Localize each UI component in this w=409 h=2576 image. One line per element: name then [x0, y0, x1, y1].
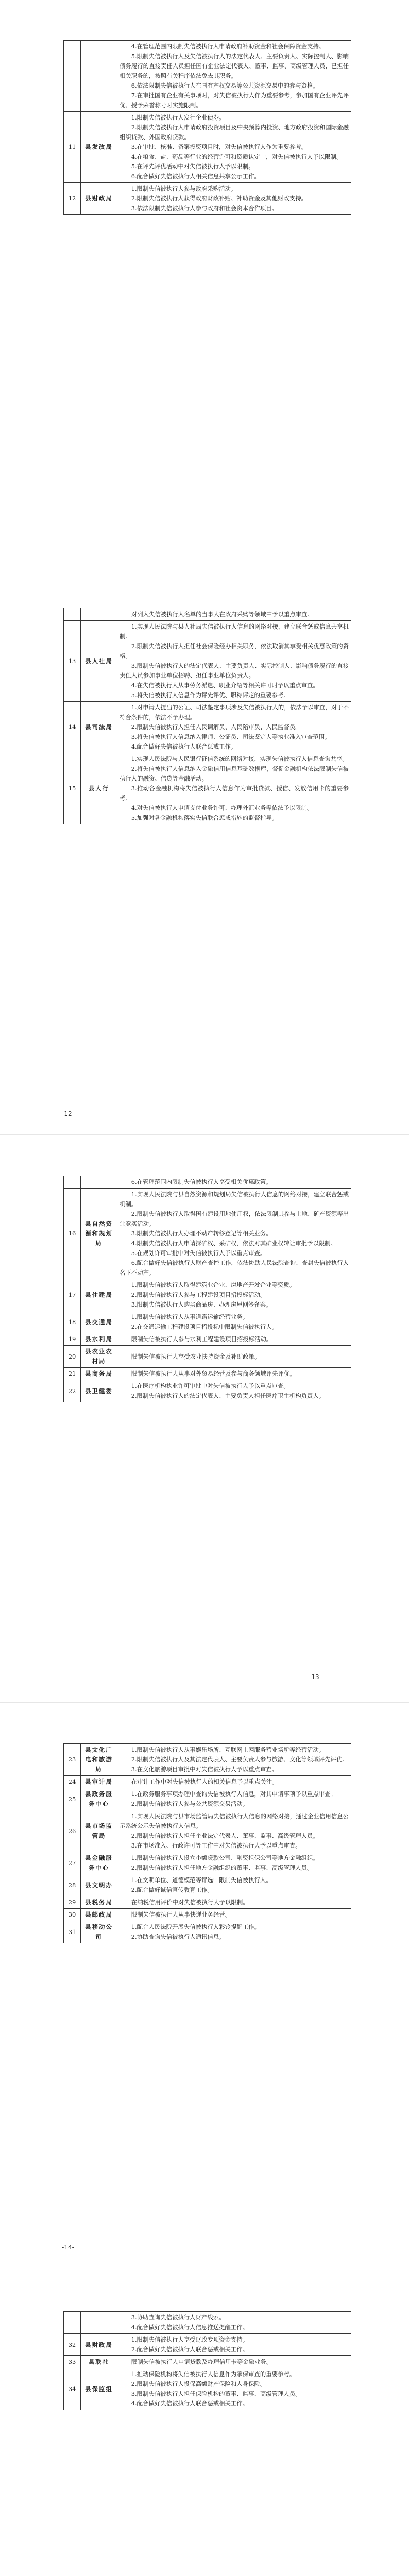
table-row	[64, 1852, 351, 1874]
responsibility-cell	[117, 1189, 351, 1279]
department-name: 县司法局	[81, 702, 117, 753]
responsibility-item: 5.在评先评优活动中对失信被执行人予以限制。	[131, 163, 254, 170]
table-row	[64, 1810, 351, 1852]
page-separator	[0, 1702, 409, 1703]
department-name: 县市场监管局	[81, 1810, 117, 1852]
department-name: 县财政局	[81, 2334, 117, 2356]
responsibility-item: 3.在市场准入、行政许可等工作中对失信被执行人予以重点审查。	[131, 1842, 301, 1849]
department-name: 县人行	[81, 753, 117, 824]
page-separator	[0, 1134, 409, 1135]
department-name	[81, 1176, 117, 1189]
responsibility-item: 4.配合做好失信被执行人信息推送提醒工作。	[131, 2324, 249, 2331]
responsibility-cell	[117, 1333, 351, 1346]
row-number: 13	[64, 621, 81, 702]
responsibility-item: 5.加强对各金融机构落实失信联合惩戒措施的监督指导。	[131, 814, 278, 821]
responsibility-cell	[117, 621, 351, 702]
department-name: 县农业农村局	[81, 1346, 117, 1368]
responsibility-item: 3.限制失信被执行人购买商品房、办理房屋网签备案。	[131, 1301, 272, 1308]
table-row	[64, 2334, 351, 2356]
responsibility-cell	[117, 1279, 351, 1311]
table-row	[64, 1896, 351, 1909]
responsibility-item: 1.限制失信被执行人从事道路运输经营业务。	[131, 1313, 249, 1320]
department-name	[81, 2312, 117, 2334]
responsibility-item: 1.限制失信被执行人发行企业债券。	[131, 114, 225, 121]
responsibility-cell	[117, 1896, 351, 1909]
responsibility-cell	[117, 183, 351, 215]
responsibility-table	[63, 608, 351, 824]
row-number: 26	[64, 1810, 81, 1852]
row-number: 25	[64, 1788, 81, 1810]
responsibility-cell	[117, 2312, 351, 2334]
responsibility-table	[63, 40, 351, 215]
row-number: 28	[64, 1874, 81, 1896]
responsibility-cell	[117, 1380, 351, 1402]
responsibility-item: 6.配合做好失信被执行人相关信息共享公示工作。	[131, 173, 260, 180]
row-number	[64, 2312, 81, 2334]
department-name	[81, 41, 117, 112]
responsibility-item: 3.在审批、核准、备案投资项目时，对失信被执行人作为重要参考。	[131, 143, 307, 150]
row-number: 24	[64, 1776, 81, 1788]
responsibility-item: 1.配合人民法院开展失信被执行人彩铃提醒工作。	[131, 1923, 260, 1930]
department-name: 县移动公司	[81, 1921, 117, 1943]
responsibility-item: 1.限制失信被执行人享受财政专项资金支持。	[131, 2336, 249, 2343]
row-number: 21	[64, 1368, 81, 1380]
department-name: 县人社局	[81, 621, 117, 702]
responsibility-item: 2.限制失信被执行人担任社会保险经办相关职务，依法取消其享受相关优惠政策的资格。	[120, 642, 349, 659]
row-number: 11	[64, 112, 81, 183]
responsibility-item: 2.配合做好诚信宣传教育工作。	[131, 1886, 213, 1893]
responsibility-item: 2.限制失信被执行人投保高额财产保险和人身保险。	[131, 2380, 266, 2387]
row-number	[64, 1176, 81, 1189]
responsibility-item: 在纳税信用评价中对失信被执行人予以限制。	[131, 1899, 249, 1906]
responsibility-item: 5.将失信被执行人信息作为评先评优、职称评定的重要参考。	[131, 691, 289, 699]
responsibility-item: 4.配合做好失信被执行人联合惩戒相关工作。	[131, 2400, 249, 2407]
responsibility-item: 3.限制失信被执行人担任保险机构的董事、监事、高级管理人员。	[131, 2390, 301, 2397]
responsibility-item: 4.在管理范围内限制失信被执行人申请政府补助资金和社会保障资金支持。	[131, 43, 325, 50]
responsibility-cell	[117, 41, 351, 112]
department-name: 县金融服务中心	[81, 1852, 117, 1874]
responsibility-item: 6.配合做好失信被执行人财产查控工作，依法协助人民法院查询、查封失信被执行人名下不动产。	[120, 1259, 349, 1276]
responsibility-item: 3.推动各金融机构将失信被执行人信息作为审批贷款、授信、发放信用卡的重要参考。	[120, 785, 349, 802]
responsibility-item: 2.限制失信被执行人担任地方金融组织的董事、监事、高级管理人员。	[131, 1864, 313, 1871]
row-number: 33	[64, 2356, 81, 2368]
responsibility-item: 3.限制失信被执行人办理不动产转移登记等相关业务。	[131, 1230, 272, 1237]
responsibility-item: 1.实现人民法院与县人社局失信被执行人信息的网络对接，建立联合惩戒信息共享机制。	[120, 623, 349, 640]
row-number: 30	[64, 1909, 81, 1921]
responsibility-item: 1.实现人民法院与人民银行征信系统的网络对接，实现失信被执行人信息查询共享。	[131, 755, 348, 762]
table-row	[64, 41, 351, 112]
table-row	[64, 1744, 351, 1776]
responsibility-cell	[117, 1176, 351, 1189]
table-row	[64, 1776, 351, 1788]
responsibility-item: 4.在失信被执行人从事劳务派遣、职业介绍等相关许可时予以重点审查。	[131, 682, 319, 689]
table-row	[64, 1189, 351, 1279]
page-number: -12-	[62, 1110, 74, 1117]
table-row	[64, 1333, 351, 1346]
responsibility-item: 2.限制失信被执行人参与工程建设项目招投标活动。	[131, 1291, 266, 1298]
row-number: 23	[64, 1744, 81, 1776]
responsibility-item: 1.实现人民法院与县市场监管局失信被执行人信息的网络对接，通过企业信用信息公示系统公示失信被执行人信息。	[120, 1812, 349, 1829]
responsibility-cell	[117, 702, 351, 753]
row-number: 18	[64, 1311, 81, 1333]
responsibility-cell	[117, 1852, 351, 1874]
responsibility-item: 1.对申请人提出的公证、司法鉴定事项涉及失信被执行人的，依法予以审查，对于不符合条件的，依法不予办理。	[120, 704, 349, 721]
department-name: 县财政局	[81, 183, 117, 215]
responsibility-item: 3.协助查询失信被执行人财产线索。	[131, 2314, 225, 2321]
table-row	[64, 702, 351, 753]
responsibility-item: 2.限制失信被执行人取得国有建设用地使用权，依法限制其参与土地、矿产资源等出让竞买活动。	[120, 1210, 349, 1227]
department-name: 县水利局	[81, 1333, 117, 1346]
row-number: 29	[64, 1896, 81, 1909]
table-row	[64, 2312, 351, 2334]
responsibility-item: 4.在粮食、盐、药品等行业的经营许可和资质认定中，对失信被执行人予以限制。	[131, 153, 343, 160]
responsibility-item: 3.依法限制失信被执行人参与政府和社会资本合作项目。	[131, 205, 278, 212]
responsibility-cell	[117, 1346, 351, 1368]
responsibility-cell	[117, 2356, 351, 2368]
row-number: 27	[64, 1852, 81, 1874]
responsibility-cell	[117, 1368, 351, 1380]
department-name: 县邮政局	[81, 1909, 117, 1921]
responsibility-item: 2.限制失信被执行人参与公共资源交易活动。	[131, 1800, 249, 1807]
department-name: 县审计局	[81, 1776, 117, 1788]
responsibility-table	[63, 1743, 351, 1943]
responsibility-item: 1.限制失信被执行人设立小额贷款公司、融资担保公司等地方金融组织。	[131, 1854, 319, 1861]
department-name	[81, 608, 117, 621]
responsibility-cell	[117, 1311, 351, 1333]
table-row	[64, 1788, 351, 1810]
responsibility-item: 2.协助查询失信被执行人通讯信息。	[131, 1933, 225, 1940]
row-number: 14	[64, 702, 81, 753]
responsibility-cell	[117, 1776, 351, 1788]
responsibility-item: 2.限制失信被执行人担任人民调解员、人民陪审员、人民监督员。	[131, 723, 301, 731]
page-number: -13-	[309, 1673, 321, 1681]
responsibility-item: 3.将失信被执行人信息纳入律师、公证员、司法鉴定人等执业准入审查范围。	[131, 733, 331, 740]
row-number	[64, 41, 81, 112]
responsibility-item: 1.在文明单位、道德模范等评选中限制失信被执行人。	[131, 1876, 272, 1884]
responsibility-item: 限制失信被执行人从事对外贸易经营及参与商务领域评先评优。	[131, 1370, 296, 1377]
responsibility-cell	[117, 1909, 351, 1921]
row-number: 12	[64, 183, 81, 215]
responsibility-item: 3.在文化旅游项目审批中对失信被执行人予以重点审查。	[131, 1766, 278, 1773]
responsibility-item: 2.限制失信被执行人的法定代表人、主要负责人担任医疗卫生机构负责人。	[131, 1392, 325, 1399]
table-row	[64, 1380, 351, 1402]
row-number: 16	[64, 1189, 81, 1279]
responsibility-cell	[117, 753, 351, 824]
row-number: 19	[64, 1333, 81, 1346]
row-number: 31	[64, 1921, 81, 1943]
responsibility-item: 2.配合做好失信被执行人联合惩戒相关工作。	[131, 2346, 249, 2353]
responsibility-cell	[117, 1874, 351, 1896]
responsibility-item: 2.在交通运输工程建设项目招投标中限制失信被执行人。	[131, 1323, 278, 1330]
department-name: 县商务局	[81, 1368, 117, 1380]
department-name: 县联社	[81, 2356, 117, 2368]
table-row	[64, 1874, 351, 1896]
department-name: 县卫健委	[81, 1380, 117, 1402]
row-number: 32	[64, 2334, 81, 2356]
responsibility-item: 4.对失信被执行人申请支付业务许可、办理外汇业务等依法予以限制。	[131, 804, 313, 811]
table-row	[64, 2356, 351, 2368]
responsibility-cell	[117, 1810, 351, 1852]
responsibility-cell	[117, 2368, 351, 2410]
row-number: 22	[64, 1380, 81, 1402]
responsibility-item: 限制失信被执行人参与水利工程建设项目招投标活动。	[131, 1335, 272, 1343]
responsibility-item: 4.限制失信被执行人申请探矿权、采矿权，依法对其矿业权转让审批予以限制。	[131, 1240, 336, 1247]
department-name: 县交通局	[81, 1311, 117, 1333]
department-name: 县税务局	[81, 1896, 117, 1909]
row-number: 34	[64, 2368, 81, 2410]
table-row	[64, 183, 351, 215]
table-row	[64, 1279, 351, 1311]
responsibility-item: 7.在审批国有企业有关事项时，对失信被执行人作为重要参考，参加国有企业评先评优、授予荣誉称号时实施限制。	[120, 92, 349, 109]
department-name: 县文明办	[81, 1874, 117, 1896]
department-name: 县文化广电和旅游局	[81, 1744, 117, 1776]
responsibility-item: 2.限制失信被执行人担任企业法定代表人、董事、监事、高级管理人员。	[131, 1832, 319, 1839]
responsibility-item: 1.限制失信被执行人从事娱乐场所、互联网上网服务营业场所等经营活动。	[131, 1746, 325, 1753]
table-row	[64, 1368, 351, 1380]
table-row	[64, 1909, 351, 1921]
row-number: 15	[64, 753, 81, 824]
responsibility-item: 1.限制失信被执行人取得建筑业企业、房地产开发企业等资质。	[131, 1281, 296, 1289]
row-number: 17	[64, 1279, 81, 1311]
responsibility-item: 2.限制失信被执行人申请政府投资项目及中央预算内投资、地方政府投资和国际金融组织贷款、外国政府贷款。	[120, 124, 349, 141]
responsibility-item: 3.限制失信被执行人的法定代表人、主要负责人、实际控制人、影响债务履行的直接责任人员参加事业单位招聘、担任事业单位负责人。	[120, 662, 349, 679]
responsibility-item: 5.在规划许可审批中对失信被执行人予以重点审查。	[131, 1249, 266, 1257]
table-row	[64, 1346, 351, 1368]
table-row	[64, 621, 351, 702]
responsibility-item: 对列入失信被执行人名单的当事人在政府采购等领域中予以重点审查。	[131, 611, 313, 618]
responsibility-item: 限制失信被执行人申请贷款及办理信用卡等金融业务。	[131, 2358, 272, 2365]
responsibility-item: 1.在医疗机构执业许可审批中对失信被执行人予以重点审查。	[131, 1382, 289, 1389]
department-name: 县住建局	[81, 1279, 117, 1311]
responsibility-item: 1.限制失信被执行人参与政府采购活动。	[131, 185, 237, 192]
table-row	[64, 1311, 351, 1333]
department-name: 县发改局	[81, 112, 117, 183]
page-number: -14-	[62, 2244, 74, 2251]
department-name: 县政务服务中心	[81, 1788, 117, 1810]
responsibility-item: 6.在管理范围内限制失信被执行人享受相关优惠政策。	[131, 1178, 272, 1185]
responsibility-item: 1.实现人民法院与县自然资源和规划局失信被执行人信息的网络对接，建立联合惩戒机制。	[120, 1191, 349, 1208]
responsibility-item: 4.配合做好失信被执行人联合惩戒工作。	[131, 743, 237, 750]
department-name: 县自然资源和规划局	[81, 1189, 117, 1279]
responsibility-table	[63, 1176, 351, 1402]
responsibility-cell	[117, 1744, 351, 1776]
responsibility-table	[63, 2311, 351, 2410]
responsibility-item: 2.限制失信被执行人获得政府财政补贴、补助资金及其他财政支持。	[131, 195, 307, 202]
table-row	[64, 2368, 351, 2410]
responsibility-cell	[117, 608, 351, 621]
responsibility-item: 限制失信被执行人从事快递业务经营。	[131, 1911, 231, 1918]
table-row	[64, 112, 351, 183]
responsibility-item: 1.推动保险机构将失信被执行人信息作为承保审查的重要参考。	[131, 2370, 296, 2378]
table-row	[64, 753, 351, 824]
responsibility-item: 6.依法限制失信被执行人在国有产权交易等公共资源交易中的参与资格。	[131, 82, 319, 89]
table-row	[64, 1176, 351, 1189]
responsibility-cell	[117, 2334, 351, 2356]
responsibility-cell	[117, 112, 351, 183]
responsibility-item: 1.在政务服务事项办理中查询失信被执行人信息，对其申请事项予以重点审查。	[131, 1790, 336, 1798]
table-row	[64, 608, 351, 621]
responsibility-item: 2.将失信被执行人信息纳入金融信用信息基础数据库，督促金融机构依法限制失信被执行人的融资、信贷等金融活动。	[120, 765, 349, 782]
department-name: 县保监组	[81, 2368, 117, 2410]
responsibility-item: 2.限制失信被执行人及其法定代表人、主要负责人参与旅游、文化等领域评先评优。	[131, 1756, 348, 1763]
responsibility-item: 在审计工作中对失信被执行人的相关信息予以重点关注。	[131, 1778, 278, 1785]
responsibility-item: 限制失信被执行人享受农业扶持资金及补贴政策。	[131, 1352, 261, 1360]
responsibility-cell	[117, 1921, 351, 1943]
row-number: 20	[64, 1346, 81, 1368]
row-number	[64, 608, 81, 621]
responsibility-cell	[117, 1788, 351, 1810]
table-row	[64, 1921, 351, 1943]
responsibility-item: 5.限制失信被执行人及失信被执行人的法定代表人、主要负责人、实际控制人、影响债务履行的直接责任人员担任国有企业法定代表人、董事、监事、高级管理人员，已担任相关职务的，按照有关程序依法免去其职务。	[120, 53, 349, 79]
